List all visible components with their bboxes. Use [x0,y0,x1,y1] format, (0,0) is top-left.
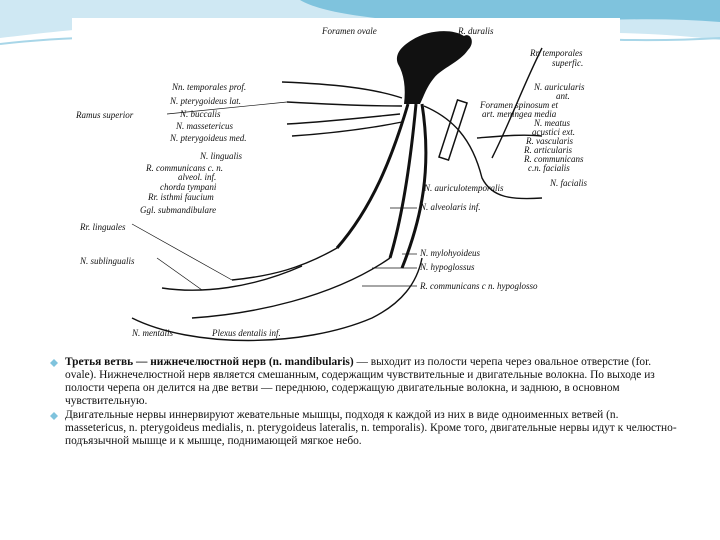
label-foramen-spinosum: Foramen spinosum et [480,100,558,110]
label-plexus-dentalis: Plexus dentalis inf. [212,328,281,338]
label-n-buccalis: N. buccalis [180,109,221,119]
label-rr-linguales: Rr. linguales [80,222,126,232]
bullet-item [50,409,680,448]
label-foramen-ovale: Foramen ovale [322,26,377,36]
label-ant: ant. [556,91,570,101]
label-n-lingualis: N. lingualis [200,151,243,161]
branch-temporal [282,82,402,98]
label-rr-temporales: Rr. temporales [530,48,583,58]
label-chorda-tympani: chorda tympani [160,182,217,192]
label-n-auriculotemporalis: N. auriculotemporalis [424,183,504,193]
label-nn-temporales: Nn. temporales prof. [172,82,247,92]
bullet-text: — выходит из полости черепа через овальное отверстие (for. ovale). Нижнечелюстной нерв является смешанным, содержащим чувствительные и двигательные волокна. По выходе из полости черепа он делится на две ветви — переднюю, содержащую двигательные волокна, и заднюю, в основном чувствительную. [65,356,655,407]
label-n-massetericus: N. massetericus [176,121,233,131]
label-r-duralis: R. duralis [458,26,494,36]
ganglion-shape [397,31,472,104]
label-n-hypoglossus: N. hypoglossus [420,262,475,272]
label-ggl-submandibulare: Ggl. submandibulare [140,205,217,215]
leader-linguales [132,224,232,280]
label-n-facialis: N. facialis [550,178,588,188]
label-r-articularis: R. articularis [524,145,573,155]
label-art-meningea: art. meningea media [482,109,557,119]
branch-buccal [287,114,400,124]
nerve-diagram-svg [72,18,620,350]
artery-segment [439,100,467,160]
bullet-item [50,356,680,408]
label-ramus-superior: Ramus superior [76,110,134,120]
branch-masseteric [292,122,402,136]
label-n-sublingualis: N. sublingualis [80,256,135,266]
bullet-diamond-icon [50,359,58,367]
label-r-communicans: R. communicans c. n. [146,163,223,173]
label-superfic: superfic. [552,58,584,68]
bullet-list [50,356,680,449]
label-n-pterygoideus-med: N. pterygoideus med. [170,133,247,143]
bullet-text: Двигательные нервы иннервируют жевательные мышцы, подходя к каждой из них в виде одноименных ветвей (n. massetericus, n. pterygoideus medialis, n. pterygoideus lateralis, n. temporalis). Кроме того, двигательные нервы идут к челюстно-подъязычной мышце и к мышце, поднимающей мягкое небо. [65,409,677,447]
bullet-diamond-icon [50,412,58,420]
label-r-communicans-facial: R. communicans [524,154,584,164]
label-n-alveolaris-inf: N. alveolaris inf. [420,202,481,212]
label-cn-facialis: c.n. facialis [528,163,570,173]
label-n-mentalis: N. mentalis [132,328,174,338]
sublingual-curve [162,266,302,290]
label-n-pterygoideus-lat: N. pterygoideus lat. [170,96,241,106]
lingual-curve [232,248,337,280]
label-n-mylohyoideus: N. mylohyoideus [420,248,480,258]
label-r-vascularis: R. vascularis [526,136,573,146]
label-r-communicans-hypoglosso: R. communicans c n. hypoglosso [420,281,538,291]
bullet-lead: Третья ветвь — нижнечелюстной нерв (n. mandibularis) [65,356,354,368]
label-alveol-inf: alveol. inf. [178,172,217,182]
label-rr-isthmi: Rr. isthmi faucium [148,192,214,202]
label-n-meatus: N. meatus [534,118,570,128]
nerve-diagram [72,18,620,350]
label-acustici-ext: acustici ext. [532,127,575,137]
leader-sublingualis [157,258,202,290]
branch-pterygoid-lat [287,102,402,106]
main-trunks [337,104,426,268]
label-n-auricularis: N. auricularis [534,82,585,92]
